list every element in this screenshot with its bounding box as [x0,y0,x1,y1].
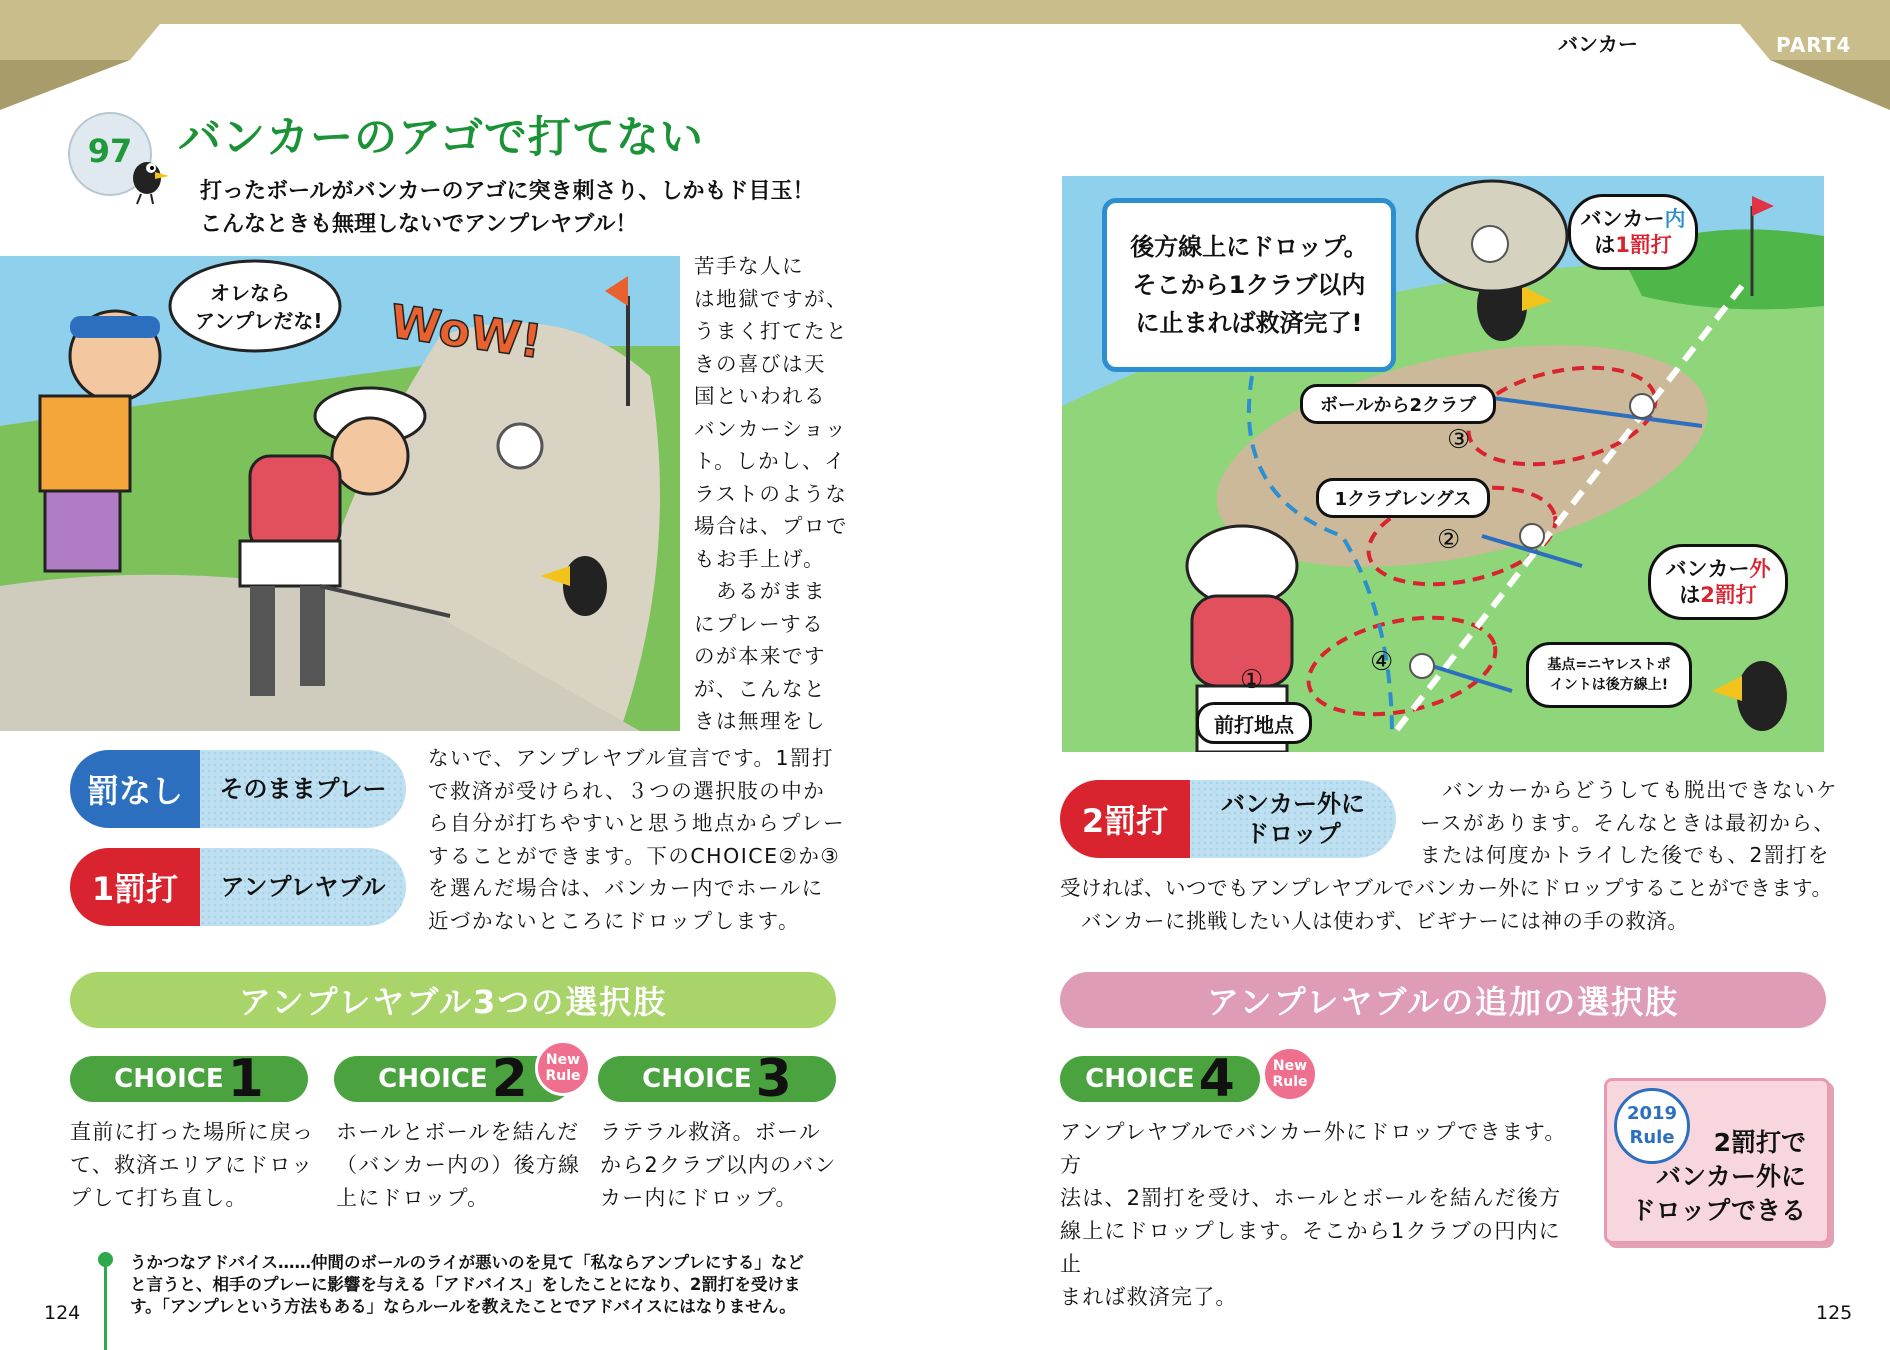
note-bullet [98,1252,113,1267]
crow-mascot-icon [125,150,170,205]
previous-spot-label: 前打地点 [1196,702,1312,744]
page-number-left: 124 [44,1302,81,1324]
header-bar-left [0,0,960,110]
subtitle: 打ったボールがバンカーのアゴに突き刺さり、しかもド目玉！ こんなときも無理しないでアンプレヤブル！ [200,179,815,237]
choice-4-badge: CHOICE 4 [1060,1056,1260,1102]
header-left-label: BUNKER [182,27,297,52]
page-number-right: 125 [1816,1302,1853,1324]
choice-1-badge: CHOICE 1 [70,1056,308,1102]
choice-3-text: ラテラル救済。ボール から2クラブ以内のバン カー内にドロップ。 [600,1120,837,1210]
base-point-label: 基点=ニヤレストポ イントは後方線上! [1526,642,1692,708]
outside-penalty-label: バンカー外 は2罰打 [1648,544,1788,620]
penalty-pill-two: 2罰打 バンカー外に ドロップ [1060,780,1396,858]
choice-2-badge: CHOICE 2 [334,1056,572,1102]
svg-text:①: ① [1240,665,1264,695]
svg-text:④: ④ [1370,647,1394,677]
rule-box-text: 2罰打で バンカー外に ドロップできる [1630,1128,1806,1225]
new-rule-badge-4: New Rule [1262,1046,1318,1102]
section-number-badge: 97 [68,112,152,196]
header-right-label: PART4 [1776,33,1852,57]
choice-2-text: ホールとボールを結んだ （バンカー内の）後方線 上にドロップ。 [336,1120,581,1210]
svg-text:③: ③ [1447,425,1471,455]
choice-3-badge: CHOICE 3 [598,1056,836,1102]
rule-year-badge: 2019 Rule [1614,1088,1690,1164]
choice-1-text: 直前に打った場所に戻っ て、救済エリアにドロッ プして打ち直し。 [70,1120,315,1210]
penalty-pill-none: 罰なし そのままプレー [70,750,406,828]
svg-text:アンプレだな!: アンプレだな! [195,309,323,333]
bunker-cartoon-illustration [0,256,680,731]
one-club-label: 1クラブレングス [1316,478,1490,518]
right-body-text-b: 受ければ、いつでもアンプレヤブルでバンカー外にドロップすることができます。 バンカーに挑戦したい人は使わず、ビギナーには神の手の救済。 [1060,876,1833,933]
penalty-pill-one: 1罰打 アンプレヤブル [70,848,406,926]
body-column: 苦手な人に は地獄ですが、 うまく打てたと きの喜びは天 国といわれる バンカーショッ ト。しかし、イ ラストのような 場合は、プロで もお手上げ。 あるがまま にプレーする のが本来です が、こんなと きは無理をし [694,254,848,733]
header-bar-right [940,0,1890,110]
two-clubs-label: ボールから2クラブ [1300,384,1496,424]
choice-4-text: アンプレヤブルでバンカー外にドロップできます。方 法は、2罰打を受け、ホールとボールを結んだ後方 線上にドロップします。そこから1クラブの円内に止 まれば救済完了。 [1060,1120,1567,1309]
right-section-banner: アンプレヤブルの追加の選択肢 [1060,972,1826,1028]
body-wide-text: ないで、アンプレヤブル宣言です。1罰打 で救済が受けられ、３つの選択肢の中か ら自分が打ちやすいと思う地点からプレー することができます。下のCHOICE②か③ を選んだ場合は、バンカー内でホールに 近づかないところにドロップします。 [428,746,846,933]
callout-main: 後方線上にドロップ。 そこから1クラブ以内 に止まれば救済完了! [1102,198,1396,372]
left-section-banner: アンプレヤブル3つの選択肢 [70,972,836,1028]
svg-text:オレなら: オレなら [210,281,290,305]
new-rule-badge-2: New Rule [535,1040,591,1096]
page-title: バンカーのアゴで打てない [178,113,704,163]
header-right-title: バンカー [1558,32,1638,56]
advice-note: うかつなアドバイス……仲間のボールのライが悪いのを見て「私ならアンプレにする」など と言うと、相手のプレーに影響を与える「アドバイス」をしたことになり、2罰打を受けま す。「アンプレという方法もある」ならルールを教えたことでアドバイスにはなりません。 [130,1253,804,1316]
right-body-text-a: バンカーからどうしても脱出できないケ ースがあります。そんなときは最初から、 または何度かトライした後でも、2罰打を [1420,778,1838,867]
inside-penalty-label: バンカー内 は1罰打 [1568,194,1698,270]
svg-text:WoW!: WoW! [386,294,546,369]
svg-text:②: ② [1437,525,1461,555]
